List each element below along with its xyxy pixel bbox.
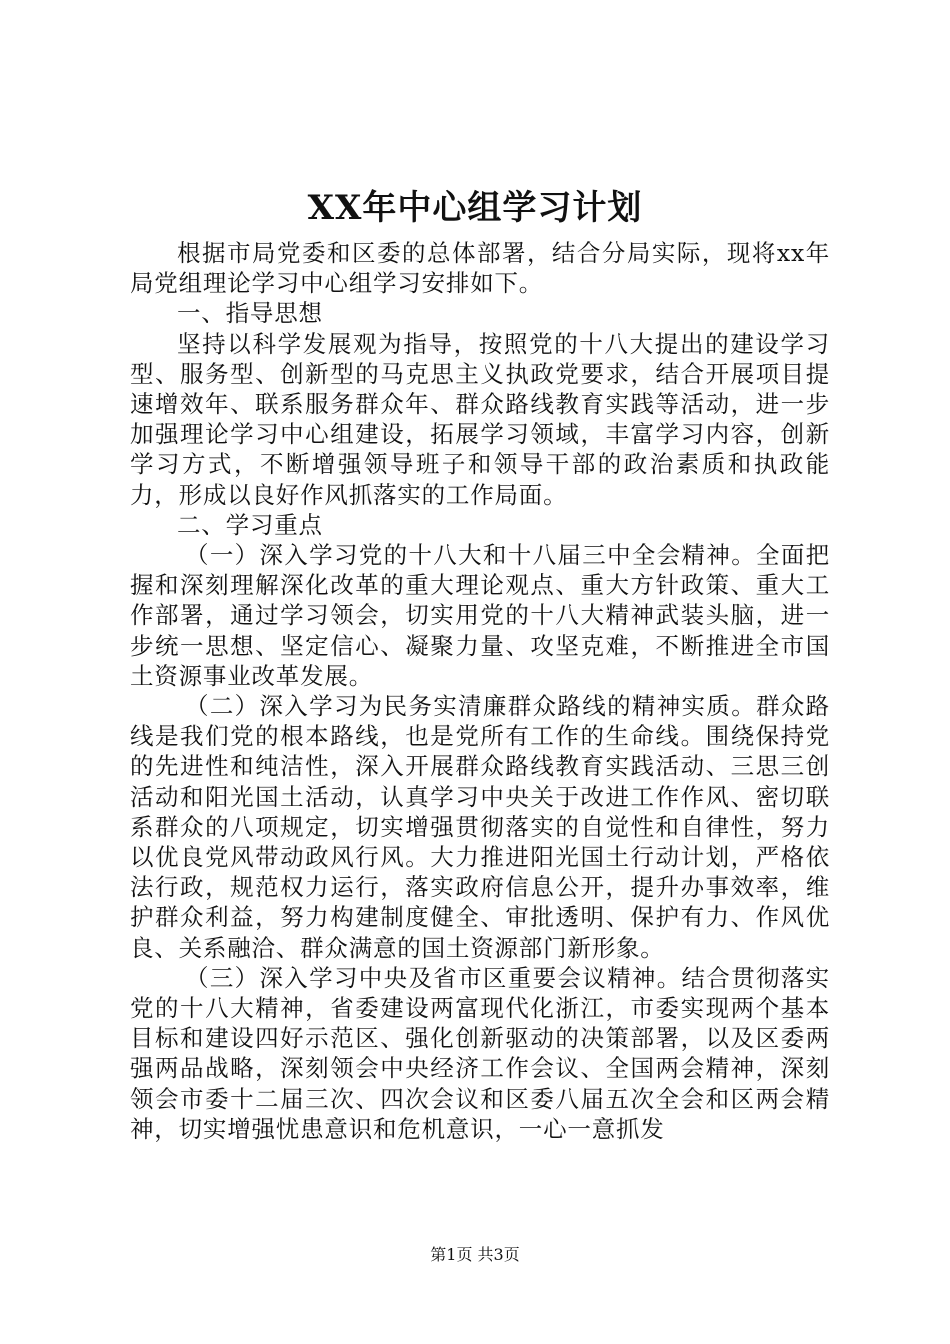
- study-focus-item-2: （二）深入学习为民务实清廉群众路线的精神实质。群众路线是我们党的根本路线，也是党所有工作的生命线。围绕保持党的先进性和纯洁性，深入开展群众路线教育实践活动、三思三创活动和阳光国土活动，认真学习中央关于改进工作作风、密切联系群众的八项规定，切实增强贯彻落实的自觉性和自律性，努力以优良党风带动政风行风。大力推进阳光国土行动计划，严格依法行政，规范权力运行，落实政府信息公开，提升办事效率，维护群众利益，努力构建制度健全、审批透明、保护有力、作风优良、关系融洽、群众满意的国土资源部门新形象。: [130, 692, 830, 962]
- study-focus-item-3: （三）深入学习中央及省市区重要会议精神。结合贯彻落实党的十八大精神，省委建设两富现代化浙江，市委实现两个基本目标和建设四好示范区、强化创新驱动的决策部署，以及区委两强两品战略，深刻领会中央经济工作会议、全国两会精神，深刻领会市委十二届三次、四次会议和区委八届五次全会和区两会精神，切实增强忧患意识和危机意识，一心一意抓发: [130, 963, 830, 1143]
- study-focus-item-1: （一）深入学习党的十八大和十八届三中全会精神。全面把握和深刻理解深化改革的重大理论观点、重大方针政策、重大工作部署，通过学习领会，切实用党的十八大精神武装头脑，进一步统一思想、坚定信心、凝聚力量、攻坚克难，不断推进全市国土资源事业改革发展。: [130, 541, 830, 690]
- document-title: XX年中心组学习计划: [307, 188, 643, 228]
- section-heading-study-focus: 二、学习重点: [177, 510, 323, 539]
- page-number-footer: 第1页 共3页: [430, 1245, 520, 1264]
- intro-paragraph: 根据市局党委和区委的总体部署，结合分局实际，现将xx年局党组理论学习中心组学习安排如下。: [130, 239, 830, 298]
- document-body: [130, 238, 830, 1144]
- guiding-thought-paragraph: 坚持以科学发展观为指导，按照党的十八大提出的建设学习型、服务型、创新型的马克思主义执政党要求，结合开展项目提速增效年、联系服务群众年、群众路线教育实践等活动，进一步加强理论学习中心组建设，拓展学习领域，丰富学习内容，创新学习方式，不断增强领导班子和领导干部的政治素质和执政能力，形成以良好作风抓落实的工作局面。: [130, 329, 830, 509]
- section-heading-guiding-thought: 一、指导思想: [177, 299, 323, 328]
